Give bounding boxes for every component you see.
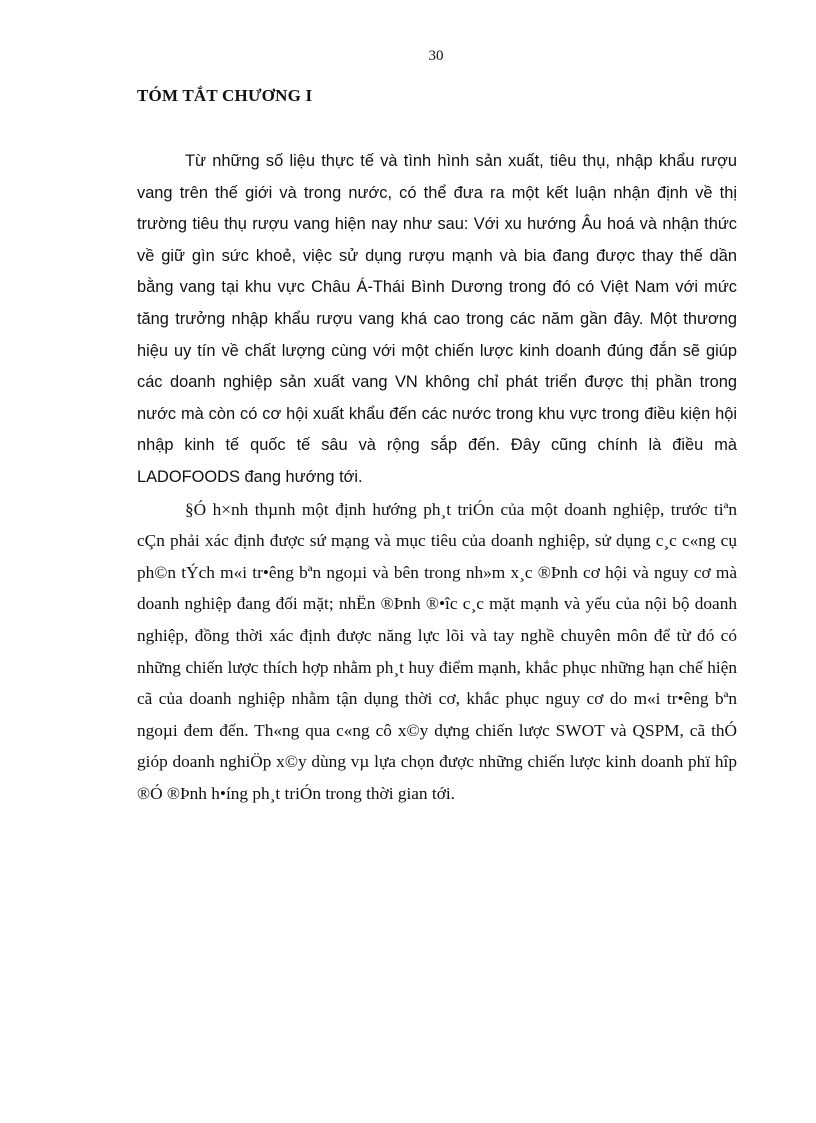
paragraph-strategy: §Ó h×nh thµnh một định hướng ph¸t triÓn của một doanh nghiệp, trước tiªn cÇn phải xác định được sứ mạng và mục tiêu của doanh nghiệp, sử dụng c¸c c«ng cụ ph©n tÝch m«i tr•êng bªn ngoµi và bên trong nh»m x¸c ®Þnh cơ hội và nguy cơ mà doanh nghiệp đang đối mặt; nhËn ®Þnh ®•îc c¸c mặt mạnh và yếu của nội bộ doanh nghiệp, đồng thời xác định được năng lực lõi và tay nghề chuyên môn để từ đó có những chiến lược thích hợp nhằm ph¸t huy điểm mạnh, khắc phục những hạn chế hiện cã của doanh nghiệp nhằm tận dụng thời cơ, khắc phục nguy cơ do m«i tr•êng bªn ngoµi đem đến. Th«ng qua c«ng cô x©y dựng chiến lược SWOT và QSPM, cã thÓ gióp doanh nghiÖp x©y dùng vµ lựa chọn được những chiến lược kinh doanh phï hîp ®Ó ®Þnh h•íng ph¸t triÓn trong thời gian tới. bbox=[137, 499, 737, 803]
page-number: 30 bbox=[428, 48, 444, 64]
chapter-title: TÓM TẮT CHƯƠNG I bbox=[137, 86, 313, 105]
body-text bbox=[137, 146, 737, 809]
paragraph-summary: Từ những số liệu thực tế và tình hình sản xuất, tiêu thụ, nhập khẩu rượu vang trên thế giới và trong nước, có thể đưa ra một kết luận nhận định về thị trường tiêu thụ rượu vang hiện nay như sau: Với xu hướng Âu hoá và nhận thức về giữ gìn sức khoẻ, việc sử dụng rượu mạnh và bia đang được thay thế dần bằng vang tại khu vực Châu Á-Thái Bình Dương trong đó có Việt Nam với mức tăng trưởng nhập khẩu rượu vang khá cao trong các năm gần đây. Một thương hiệu uy tín về chất lượng cùng với một chiến lược kinh doanh đúng đắn sẽ giúp các doanh nghiệp sản xuất vang VN không chỉ phát triển được thị phần trong nước mà còn có cơ hội xuất khẩu đến các nước trong khu vực trong điều kiện hội nhập kinh tế quốc tế sâu và rộng sắp đến. Đây cũng chính là điều mà LADOFOODS đang hướng tới. bbox=[137, 152, 737, 486]
